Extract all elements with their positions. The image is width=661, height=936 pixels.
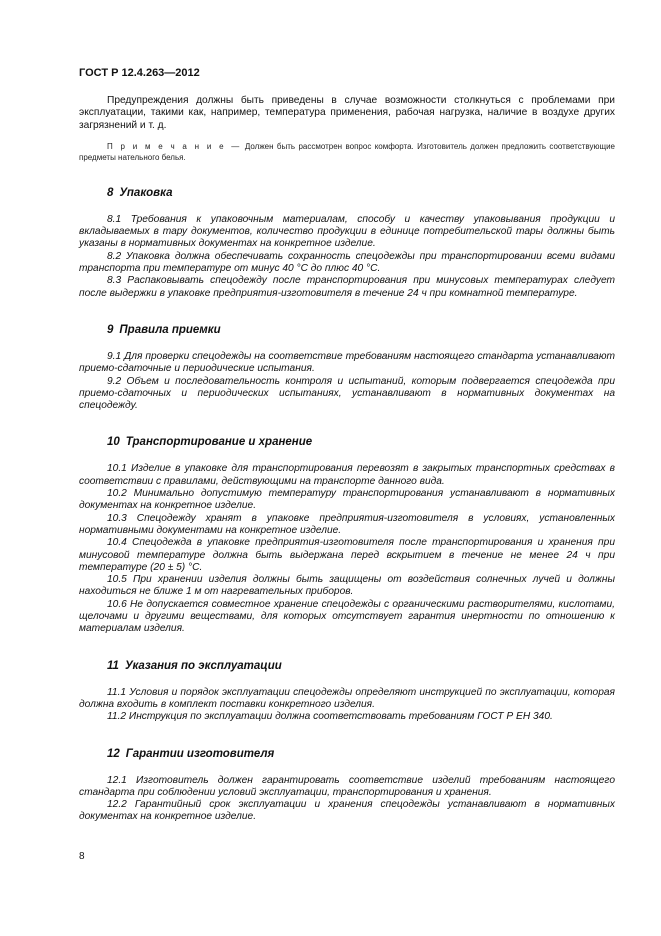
section-number: 11 <box>107 659 119 672</box>
section-11 <box>79 660 615 724</box>
section-9 <box>79 324 615 412</box>
clause-paragraph: 11.2 Инструкция по эксплуатации должна соответствовать требованиям ГОСТ Р ЕН 340. <box>107 711 553 723</box>
clause-paragraph: 8.2 Упаковка должна обеспечивать сохранность спецодежды при транспортировании всеми видами транспорта при температуре от минус 40 °С до плюс 40 °С. <box>79 250 615 275</box>
note-label: П р и м е ч а н и е — <box>107 141 242 151</box>
sections-container <box>79 187 615 824</box>
clause-paragraph: 10.4 Спецодежда в упаковке предприятия-изготовителя после транспортирования и хранения при минусовой температуре должна быть выдержана перед вскрытием в течение не менее 24 ч при температуре (20 ± 5) °С. <box>79 537 615 573</box>
note-text: Должен быть рассмотрен вопрос комфорта. Изготовитель должен предложить соответствующие предметы нательного белья. <box>79 141 615 162</box>
section-heading <box>107 436 615 448</box>
section-10 <box>79 436 615 635</box>
note-paragraph <box>79 141 615 163</box>
section-heading <box>107 324 615 336</box>
clause-paragraph: 10.3 Спецодежду хранят в упаковке предприятия-изготовителя в условиях, установленных нормативными документами на конкретное изделие. <box>79 512 615 536</box>
clause-paragraph: 12.2 Гарантийный срок эксплуатации и хранения спецодежды устанавливают в нормативных документах на конкретное изделие. <box>79 799 615 823</box>
section-number: 8 <box>107 186 114 199</box>
section-heading <box>107 187 615 199</box>
section-8 <box>79 187 615 300</box>
section-heading <box>107 660 615 672</box>
intro-paragraph: Предупреждения должны быть приведены в случае возможности столкнуться с проблемами при эксплуатации, такими как, например, температура применения, рабочая нагрузка, наличие в воздухе других загрязнений и т. д. <box>79 95 615 131</box>
clause-paragraph: 8.3 Распаковывать спецодежду после транспортирования при минусовых температурах следует после выдержки в упаковке предприятия-изготовителя в течение 24 ч при комнатной температуре. <box>79 275 615 299</box>
clause-paragraph: 11.1 Условия и порядок эксплуатации спецодежды определяют инструкцией по эксплуатации, которая должна входить в комплект поставки конкретного изделия. <box>79 686 615 710</box>
clause-paragraph: 12.1 Изготовитель должен гарантировать соответствие изделий требованиям настоящего стандарта при соблюдении условий эксплуатации, транспортирования и хранения. <box>79 774 615 798</box>
clause-paragraph: 8.1 Требования к упаковочным материалам, способу и качеству упаковывания продукции и вкладываемых в тару документов, количество продукции в единице потребительской тары должны быть указаны в нормативных документах на конкретное изделие. <box>79 213 615 250</box>
document-body <box>79 95 615 824</box>
page-number: 8 <box>79 851 85 862</box>
clause-paragraph: 10.5 При хранении изделия должны быть защищены от воздействия солнечных лучей и должны находиться не ближе 1 м от нагревательных приборов. <box>79 574 615 598</box>
section-number: 10 <box>107 436 120 449</box>
clause-paragraph: 9.2 Объем и последовательность контроля и испытаний, которым подвергается спецодежда при приемо-сдаточных и периодических испытаниях, устанавливают в нормативных документах на спецодежду. <box>79 375 615 412</box>
section-title: Упаковка <box>119 186 173 199</box>
section-number: 12 <box>107 747 120 760</box>
section-12 <box>79 748 615 824</box>
section-title: Указания по эксплуатации <box>124 659 282 672</box>
section-title: Правила приемки <box>119 323 221 336</box>
section-heading <box>107 748 615 760</box>
clause-paragraph: 9.1 Для проверки спецодежды на соответствие требованиям настоящего стандарта устанавливают приемо-сдаточные и периодические испытания. <box>79 350 615 375</box>
clause-paragraph: 10.1 Изделие в упаковке для транспортирования перевозят в закрытых транспортных средствах в соответствии с правилами, действующими на транспорте данного вида. <box>79 463 615 487</box>
section-number: 9 <box>107 323 114 336</box>
clause-paragraph: 10.6 Не допускается совместное хранение спецодежды с органическими растворителями, кислотами, щелочами и другими веществами, для которых отсутствует гарантия инертности по отношению к материалам изделия. <box>79 598 615 635</box>
section-title: Транспортирование и хранение <box>125 436 313 449</box>
section-title: Гарантии изготовителя <box>125 747 275 760</box>
document-header: ГОСТ Р 12.4.263—2012 <box>79 67 200 79</box>
clause-paragraph: 10.2 Минимально допустимую температуру транспортирования устанавливают в нормативных документах на конкретное изделие. <box>79 488 615 512</box>
